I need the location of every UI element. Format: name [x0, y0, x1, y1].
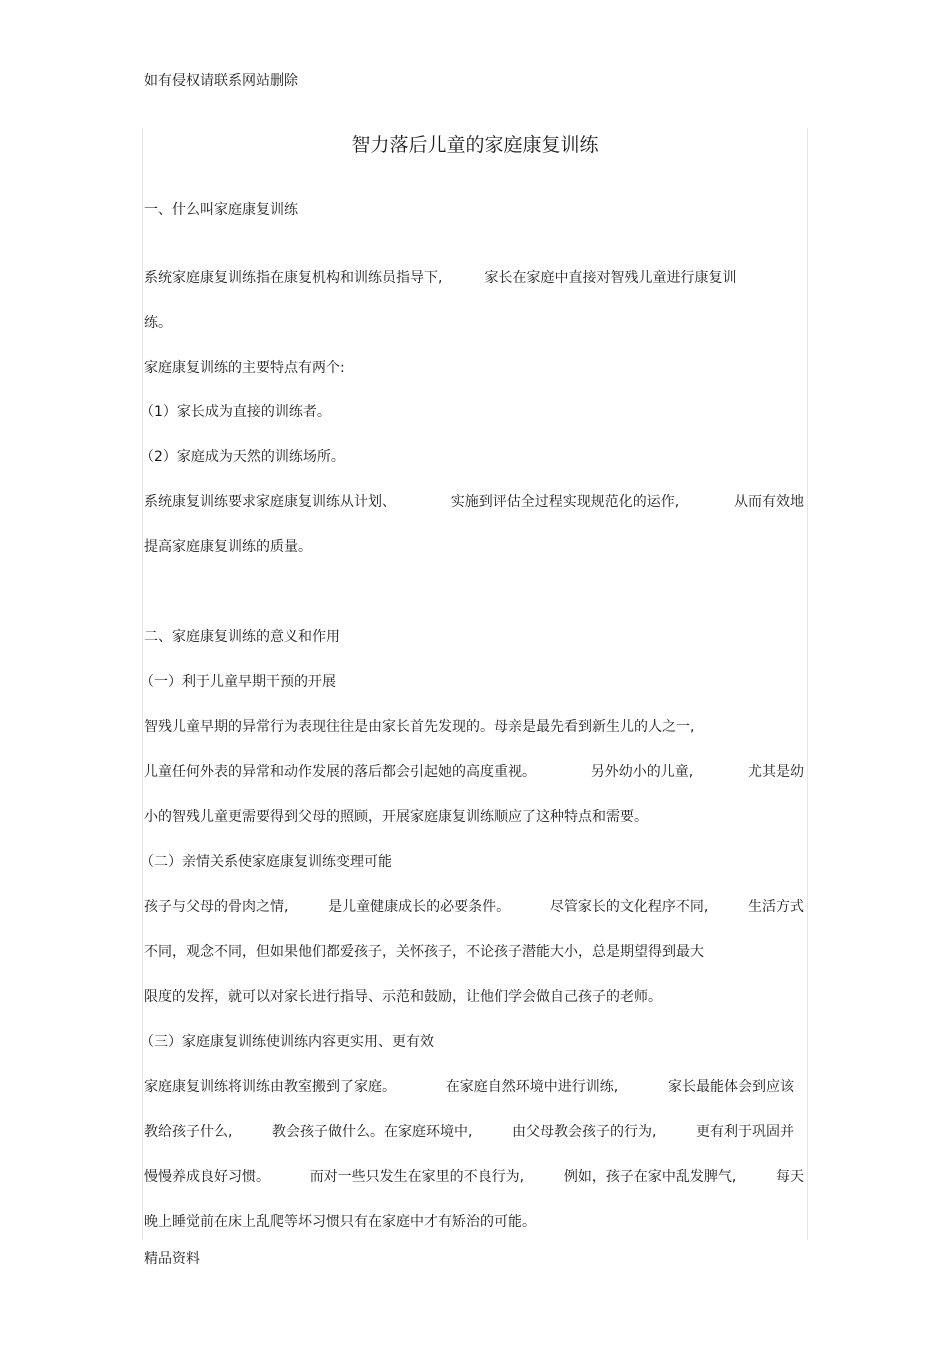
text-segment: 每天 — [775, 1169, 804, 1185]
paragraph-5-line-2: 不同，观念不同，但如果他们都爱孩子，关怀孩子，不论孩子潜能大小，总是期望得到最大 — [144, 944, 704, 960]
text-segment: 教给孩子什么, — [144, 1124, 233, 1140]
text-segment: 尤其是幼 — [747, 764, 804, 780]
subsection-1-heading: （一）利于儿童早期干预的开展 — [140, 674, 336, 690]
paragraph-6-line-1 — [144, 1077, 794, 1097]
feature-item-2: （2）家庭成为天然的训练场所。 — [140, 449, 345, 465]
paragraph-2: 家庭康复训练的主要特点有两个: — [144, 360, 345, 376]
feature-item-1: （1）家长成为直接的训练者。 — [140, 404, 331, 420]
subsection-2-heading: （二）亲情关系使家庭康复训练变理可能 — [140, 854, 392, 870]
text-segment: 由父母教会孩子的行为, — [512, 1124, 657, 1140]
paragraph-4-line-1: 智残儿童早期的异常行为表现往往是由家长首先发现的。母亲是最先看到新生儿的人之一, — [144, 719, 695, 735]
text-segment: 生活方式 — [747, 899, 804, 915]
text-segment: 更有利于巩固并 — [696, 1124, 794, 1140]
text-segment: 在家庭自然环境中进行训练, — [445, 1079, 619, 1095]
section-1-heading: 一、什么叫家庭康复训练 — [144, 202, 298, 218]
paragraph-4-line-2 — [144, 762, 804, 782]
text-segment: 孩子与父母的骨肉之情, — [144, 899, 289, 915]
paragraph-5-line-1 — [144, 897, 804, 917]
paragraph-3-line-2: 提高家庭康复训练的质量。 — [144, 539, 312, 555]
paragraph-3-line-1 — [144, 492, 804, 512]
text-segment: 例如，孩子在家中乱发脾气, — [563, 1169, 737, 1185]
text-segment: 儿童任何外表的异常和动作发展的落后都会引起她的高度重视。 — [144, 764, 536, 780]
text-segment: 从而有效地 — [733, 494, 804, 510]
text-segment: 系统家庭康复训练指在康复机构和训练员指导下, — [144, 270, 443, 286]
text-segment: 家庭康复训练将训练由教室搬到了家庭。 — [144, 1079, 396, 1095]
subsection-3-heading: （三）家庭康复训练使训练内容更实用、更有效 — [140, 1034, 434, 1050]
text-segment: 尽管家长的文化程序不同, — [549, 899, 709, 915]
header-note: 如有侵权请联系网站删除 — [144, 73, 298, 89]
paragraph-1-line-1 — [144, 268, 784, 288]
paragraph-1-line-2: 练。 — [144, 315, 172, 331]
footer-note: 精品资料 — [144, 1251, 200, 1267]
paragraph-5-line-3: 限度的发挥，就可以对家长进行指导、示范和鼓励，让他们学会做自己孩子的老师。 — [144, 989, 662, 1005]
text-segment: 是儿童健康成长的必要条件。 — [328, 899, 511, 915]
paragraph-6-line-4: 晚上睡觉前在床上乱爬等坏习惯只有在家庭中才有矫治的可能。 — [144, 1214, 536, 1230]
text-segment: 家长在家庭中直接对智残儿童进行康复训 — [484, 270, 737, 286]
paragraph-4-line-3: 小的智残儿童更需要得到父母的照顾，开展家庭康复训练顺应了这种特点和需要。 — [144, 809, 648, 825]
text-segment: 慢慢养成良好习惯。 — [144, 1169, 270, 1185]
paragraph-6-line-3 — [144, 1167, 804, 1187]
paragraph-6-line-2 — [144, 1122, 794, 1142]
text-segment: 另外幼小的儿童, — [590, 764, 694, 780]
text-segment: 实施到评估全过程实现规范化的运作, — [450, 494, 680, 510]
text-segment: 教会孩子做什么。在家庭环境中, — [272, 1124, 473, 1140]
text-segment: 系统康复训练要求家庭康复训练从计划、 — [144, 494, 396, 510]
section-2-heading: 二、家庭康复训练的意义和作用 — [144, 629, 340, 645]
document-title: 智力落后儿童的家庭康复训练 — [351, 134, 599, 156]
text-segment: 而对一些只发生在家里的不良行为, — [309, 1169, 525, 1185]
text-segment: 家长最能体会到应该 — [667, 1079, 794, 1095]
